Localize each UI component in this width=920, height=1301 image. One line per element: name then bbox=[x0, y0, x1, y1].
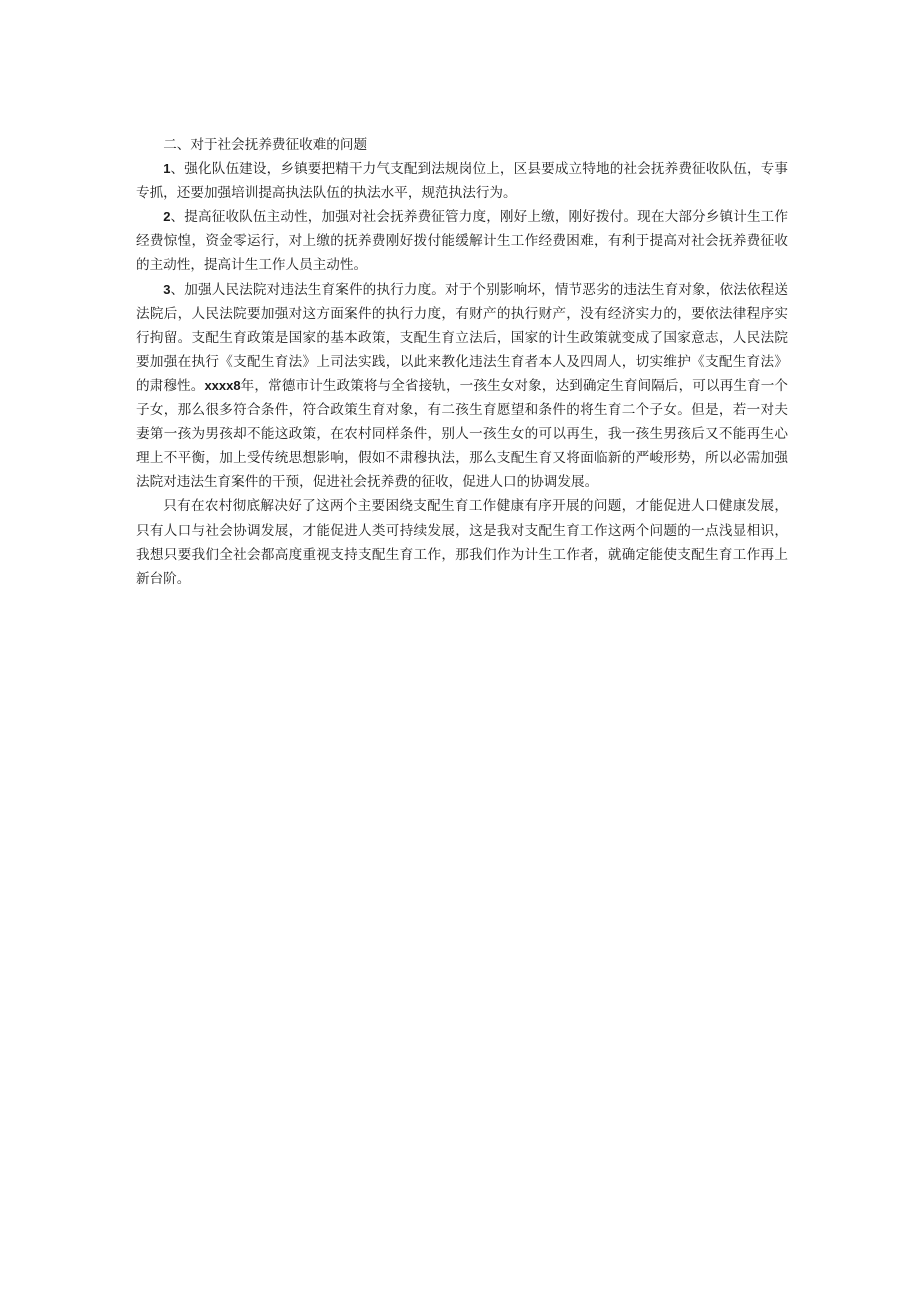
section-heading bbox=[136, 133, 788, 157]
paragraph-item-1 bbox=[136, 157, 788, 205]
conclusion-text: 只有在农村彻底解决好了这两个主要困绕支配生育工作健康有序开展的问题，才能促进人口健康发展，只有人口与社会协调发展，才能促进人类可持续发展，这是我对支配生育工作这两个问题的一点浅显相识，我想只要我们全社会都高度重视支持支配生育工作，那我们作为计生工作者，就确定能使支配生育工作再上新台阶。 bbox=[136, 498, 788, 587]
conclusion-paragraph bbox=[136, 494, 788, 590]
paragraph-item-2 bbox=[136, 205, 788, 277]
item-text: 、加强人民法院对违法生育案件的执行力度。对于个别影响坏，情节恶劣的违法生育对象，依法依程送法院后，人民法院要加强对这方面案件的执行力度，有财产的执行财产，没有经济实力的，要依法律程序实行拘留。支配生育政策是国家的基本政策，支配生育立法后，国家的计生政策就变成了国家意志，人民法院要加强在执行《支配生育法》上司法实践，以此来教化违法生育者本人及四周人，切实维护《支配生育法》的肃穆性。 bbox=[136, 281, 788, 394]
item-text: 、提高征收队伍主动性，加强对社会抚养费征管力度，刚好上缴，刚好拨付。现在大部分乡镇计生工作经费惊惶，资金零运行，对上缴的抚养费刚好拨付能缓解计生工作经费困难，有利于提高对社会抚养费征收的主动性，提高计生工作人员主动性。 bbox=[136, 209, 788, 274]
year-placeholder: xxxx8 bbox=[204, 377, 241, 393]
item-text-continued: 年，常德市计生政策将与全省接轨，一孩生女对象，达到确定生育间隔后，可以再生育一个子女，那么很多符合条件，符合政策生育对象，有二孩生育愿望和条件的将生育二个子女。但是，若一对夫妻第一孩为男孩却不能这政策，在农村同样条件，别人一孩生女的可以再生，我一孩生男孩后又不能再生心理上不平衡，加上受传统思想影响，假如不肃穆执法，那么支配生育又将面临新的严峻形势，所以必需加强法院对违法生育案件的干预，促进社会抚养费的征收，促进人口的协调发展。 bbox=[136, 377, 789, 491]
item-number: 1 bbox=[163, 161, 171, 177]
paragraph-item-3 bbox=[136, 278, 788, 495]
document-body bbox=[136, 133, 788, 591]
item-text: 、强化队伍建设，乡镇要把精干力气支配到法规岗位上，区县要成立特地的社会抚养费征收队伍，专事专抓，还要加强培训提高执法队伍的执法水平，规范执法行为。 bbox=[136, 161, 788, 202]
item-number: 2 bbox=[163, 209, 171, 225]
item-number: 3 bbox=[163, 281, 171, 297]
section-heading-text: 二、对于社会抚养费征收难的问题 bbox=[163, 137, 368, 153]
